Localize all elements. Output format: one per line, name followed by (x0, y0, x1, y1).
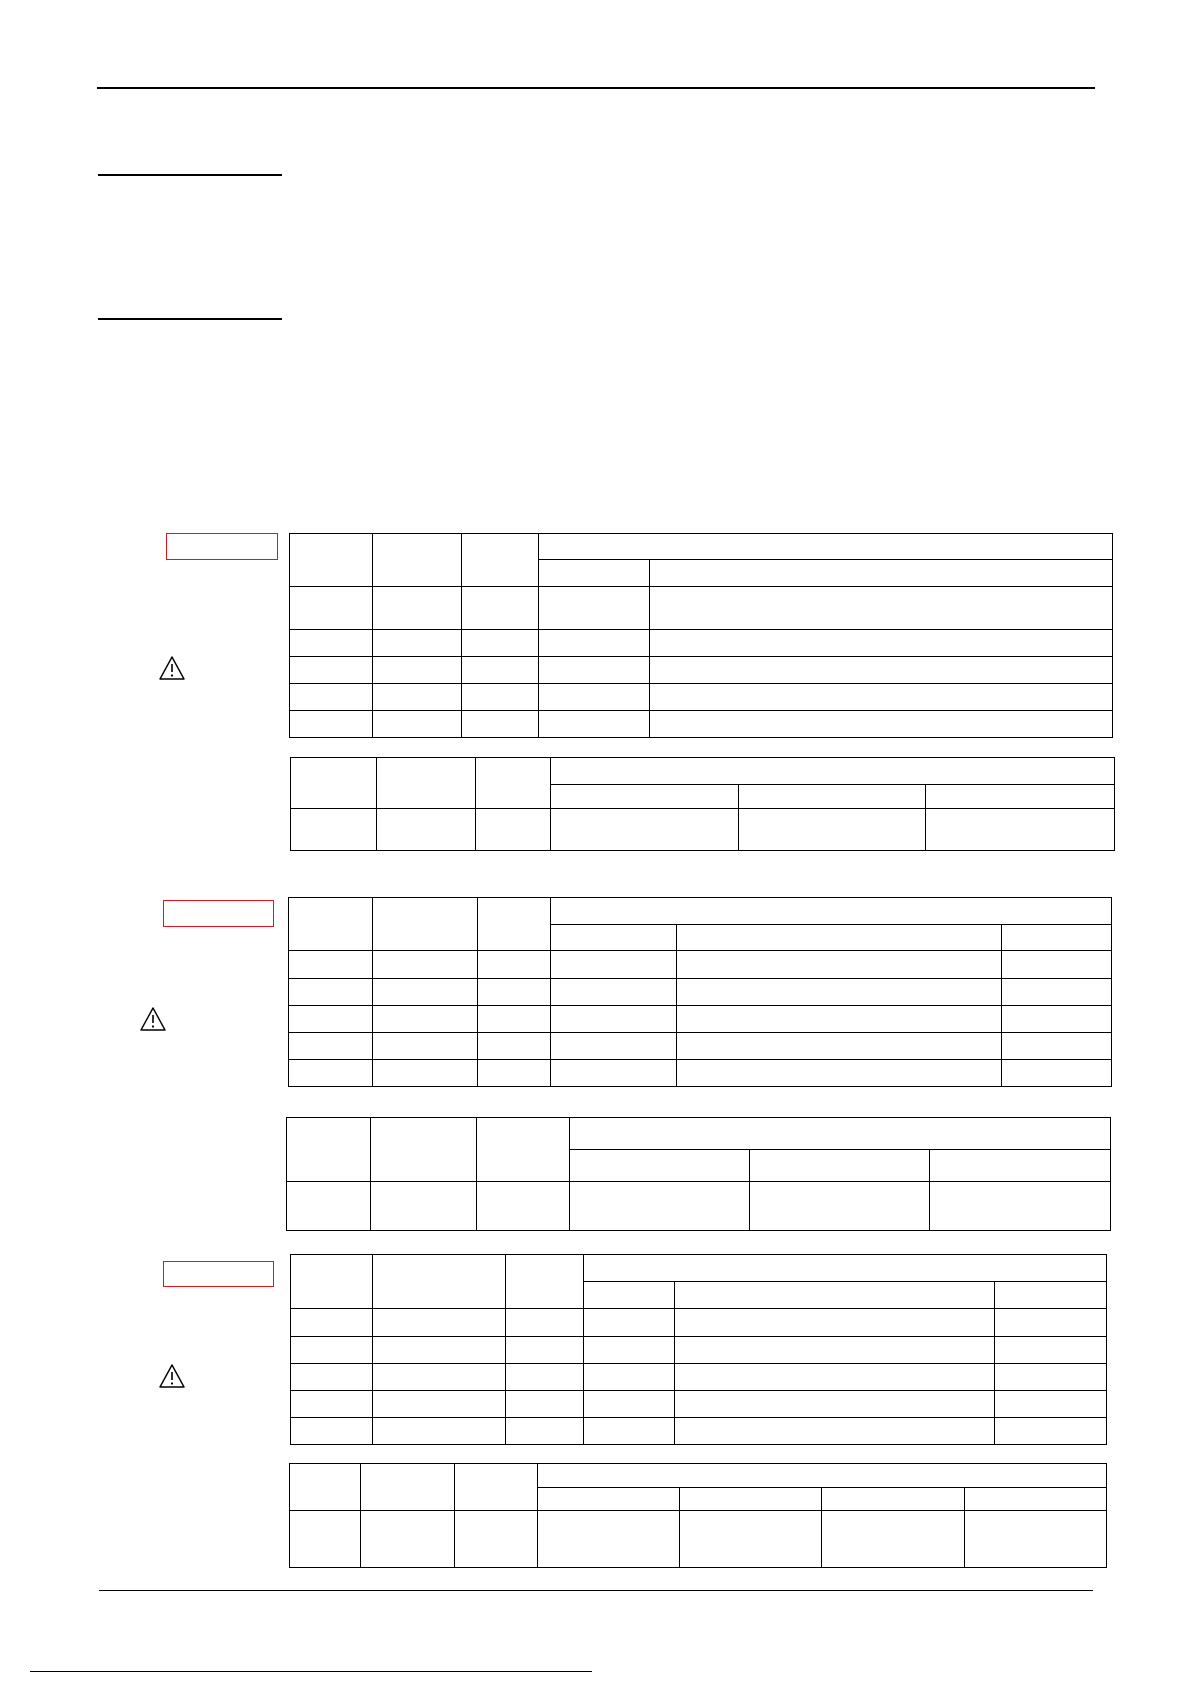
block-1-sub-table (290, 757, 1115, 851)
header-rule (97, 87, 1095, 89)
block-2-marker (163, 900, 274, 927)
block-3-sub-table (289, 1463, 1107, 1568)
footer-rule (99, 1590, 1093, 1591)
warning-triangle-icon (158, 1363, 186, 1389)
block-2-sub-table (286, 1117, 1111, 1231)
footnote-rule (30, 1671, 592, 1672)
block-1-marker (166, 533, 278, 560)
section-heading-rule-2 (98, 318, 282, 320)
warning-triangle-icon (158, 655, 186, 681)
block-1-main-table (289, 533, 1113, 738)
block-3-main-table (290, 1254, 1107, 1445)
warning-triangle-icon (139, 1006, 167, 1032)
block-3-marker (163, 1261, 274, 1287)
section-heading-rule-1 (98, 174, 282, 176)
block-2-main-table (288, 897, 1112, 1087)
